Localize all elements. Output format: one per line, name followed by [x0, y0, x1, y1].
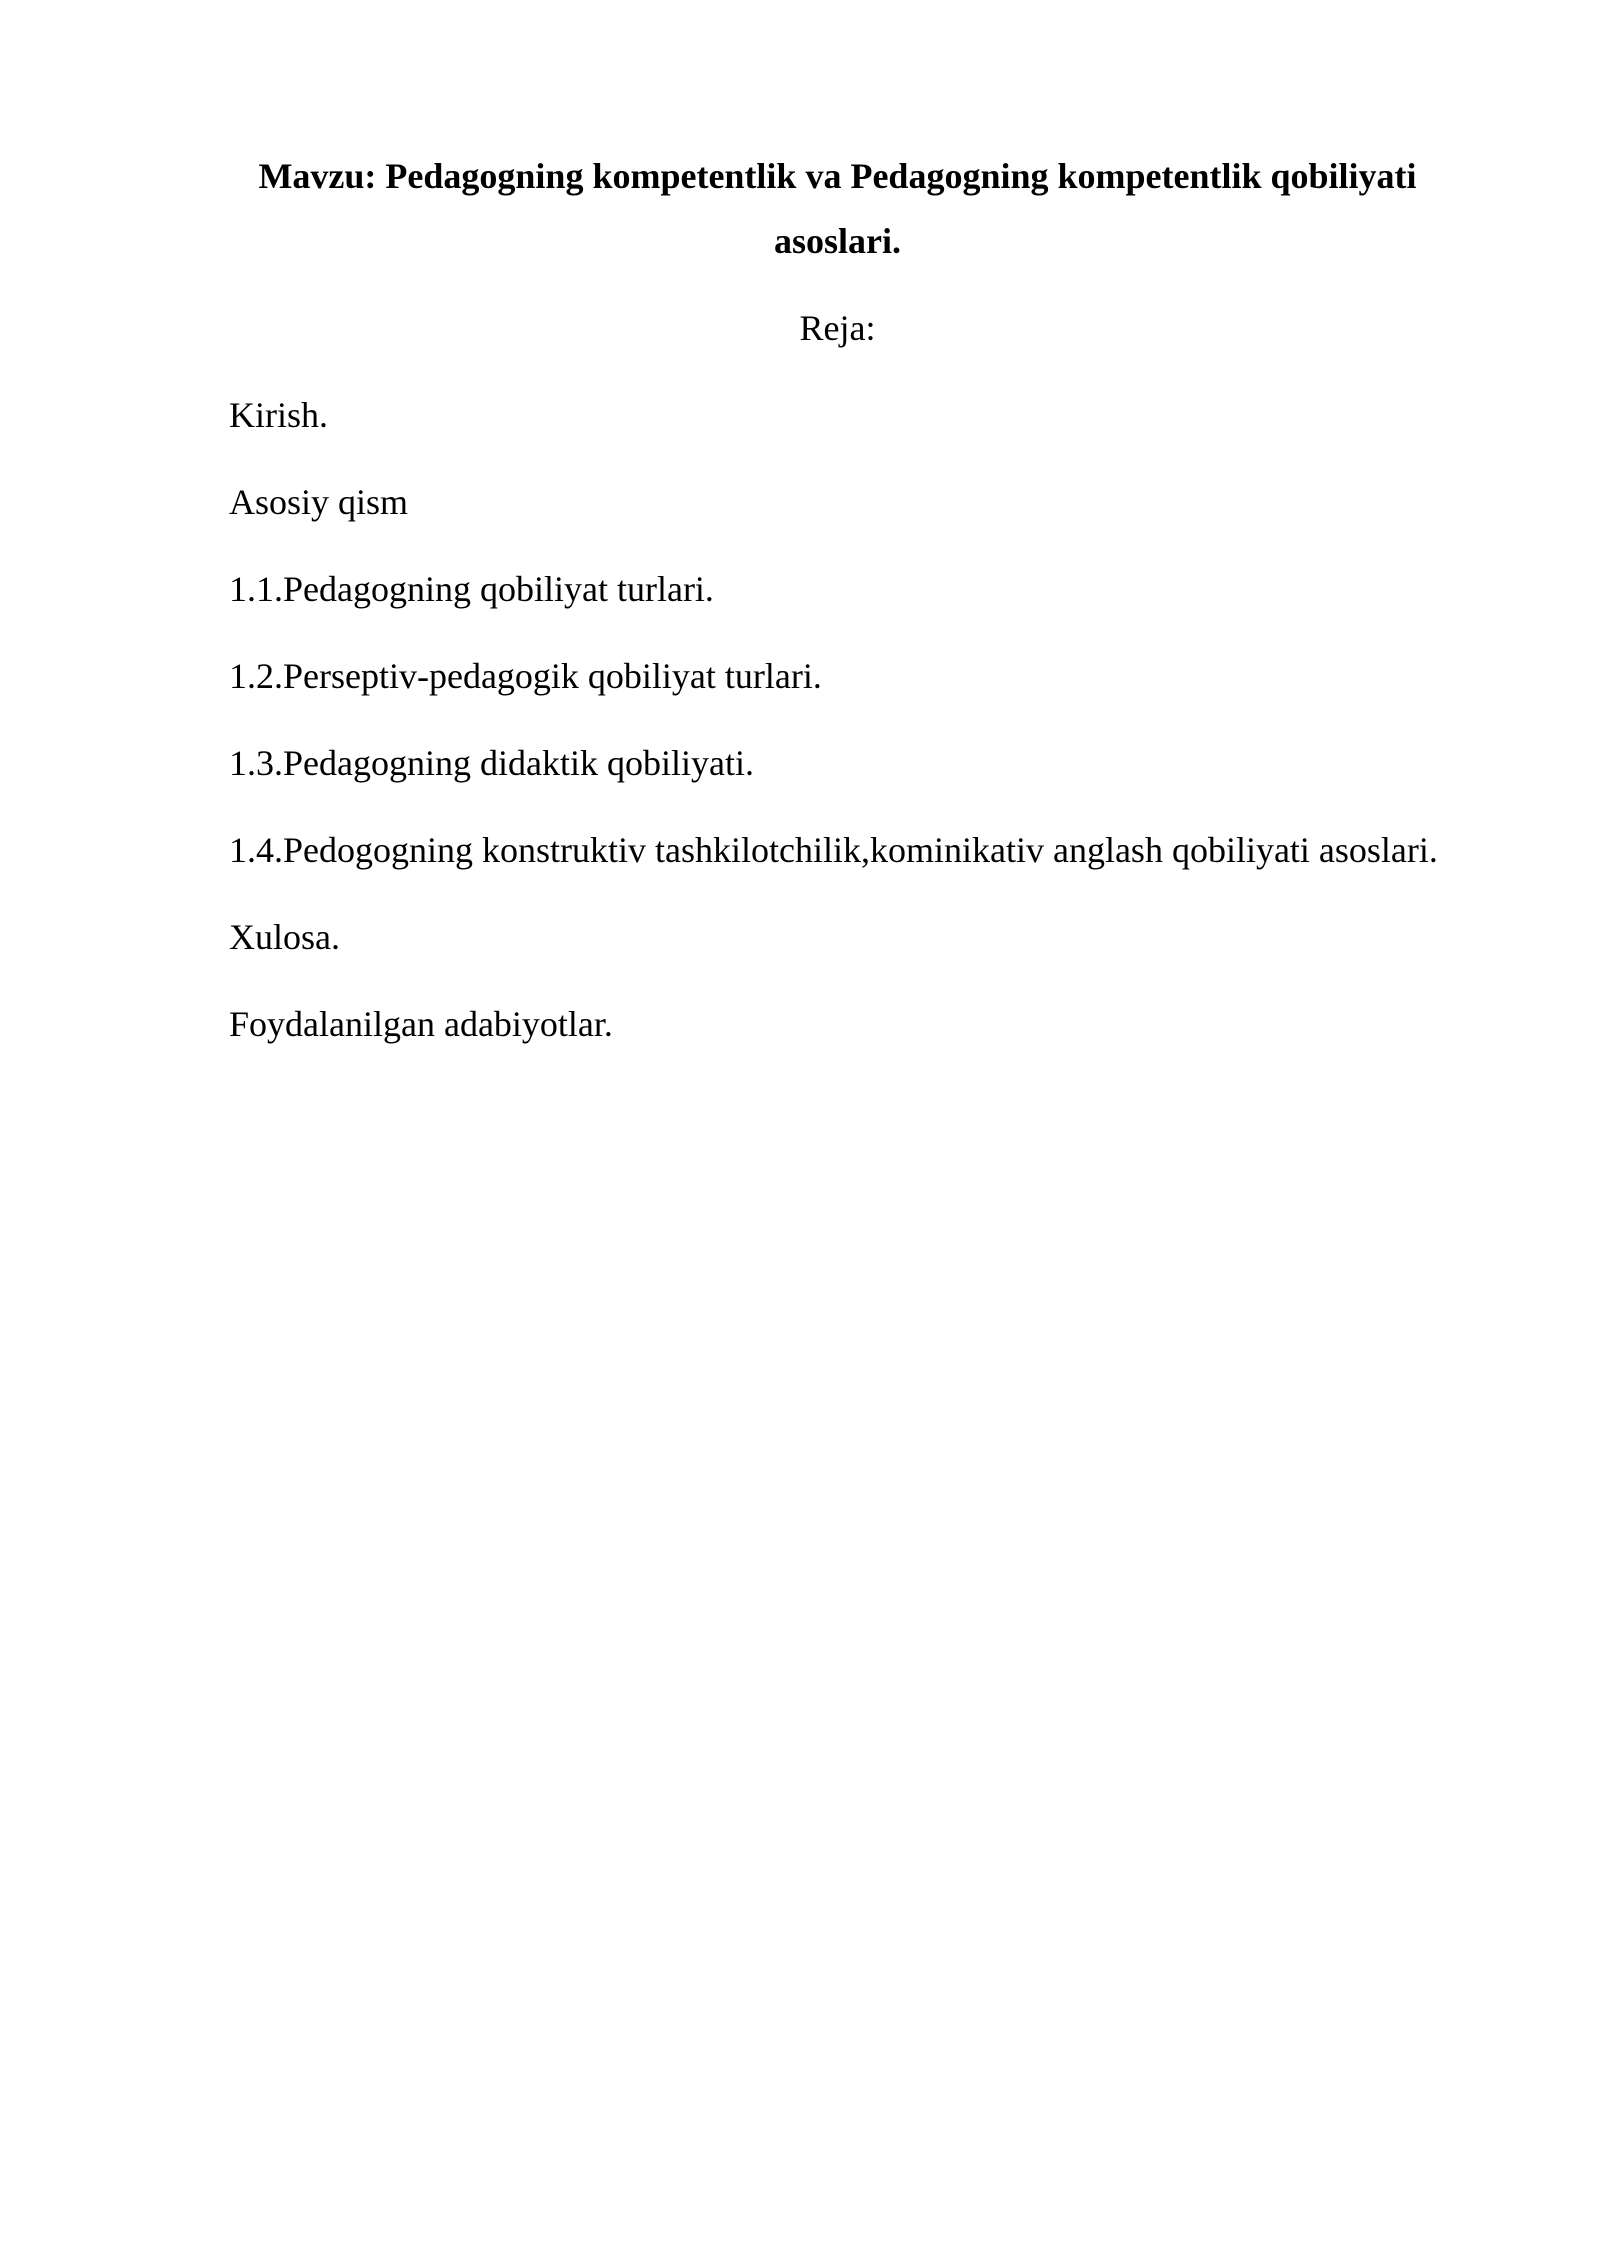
plan-heading: Reja:: [799, 308, 876, 348]
document-title: Mavzu: Pedagogning kompetentlik va Pedagogning kompetentlik qobiliyati asoslari.: [258, 156, 1417, 261]
plan-item-intro: Kirish.: [229, 395, 328, 435]
plan-item-1-3: 1.3.Pedagogning didaktik qobiliyati.: [229, 743, 754, 783]
plan-item-1-1: 1.1.Pedagogning qobiliyat turlari.: [229, 569, 714, 609]
plan-item-references: Foydalanilgan adabiyotlar.: [229, 1004, 613, 1044]
plan-item-1-4: 1.4.Pedogogning konstruktiv tashkilotchilik,kominikativ anglash qobiliyati asoslari.: [229, 830, 1438, 870]
plan-item-1-2: 1.2.Perseptiv-pedagogik qobiliyat turlari.: [229, 656, 822, 696]
plan-item-conclusion: Xulosa.: [229, 917, 340, 957]
document-content: [229, 144, 1446, 1057]
plan-item-main-part: Asosiy qism: [229, 482, 409, 522]
